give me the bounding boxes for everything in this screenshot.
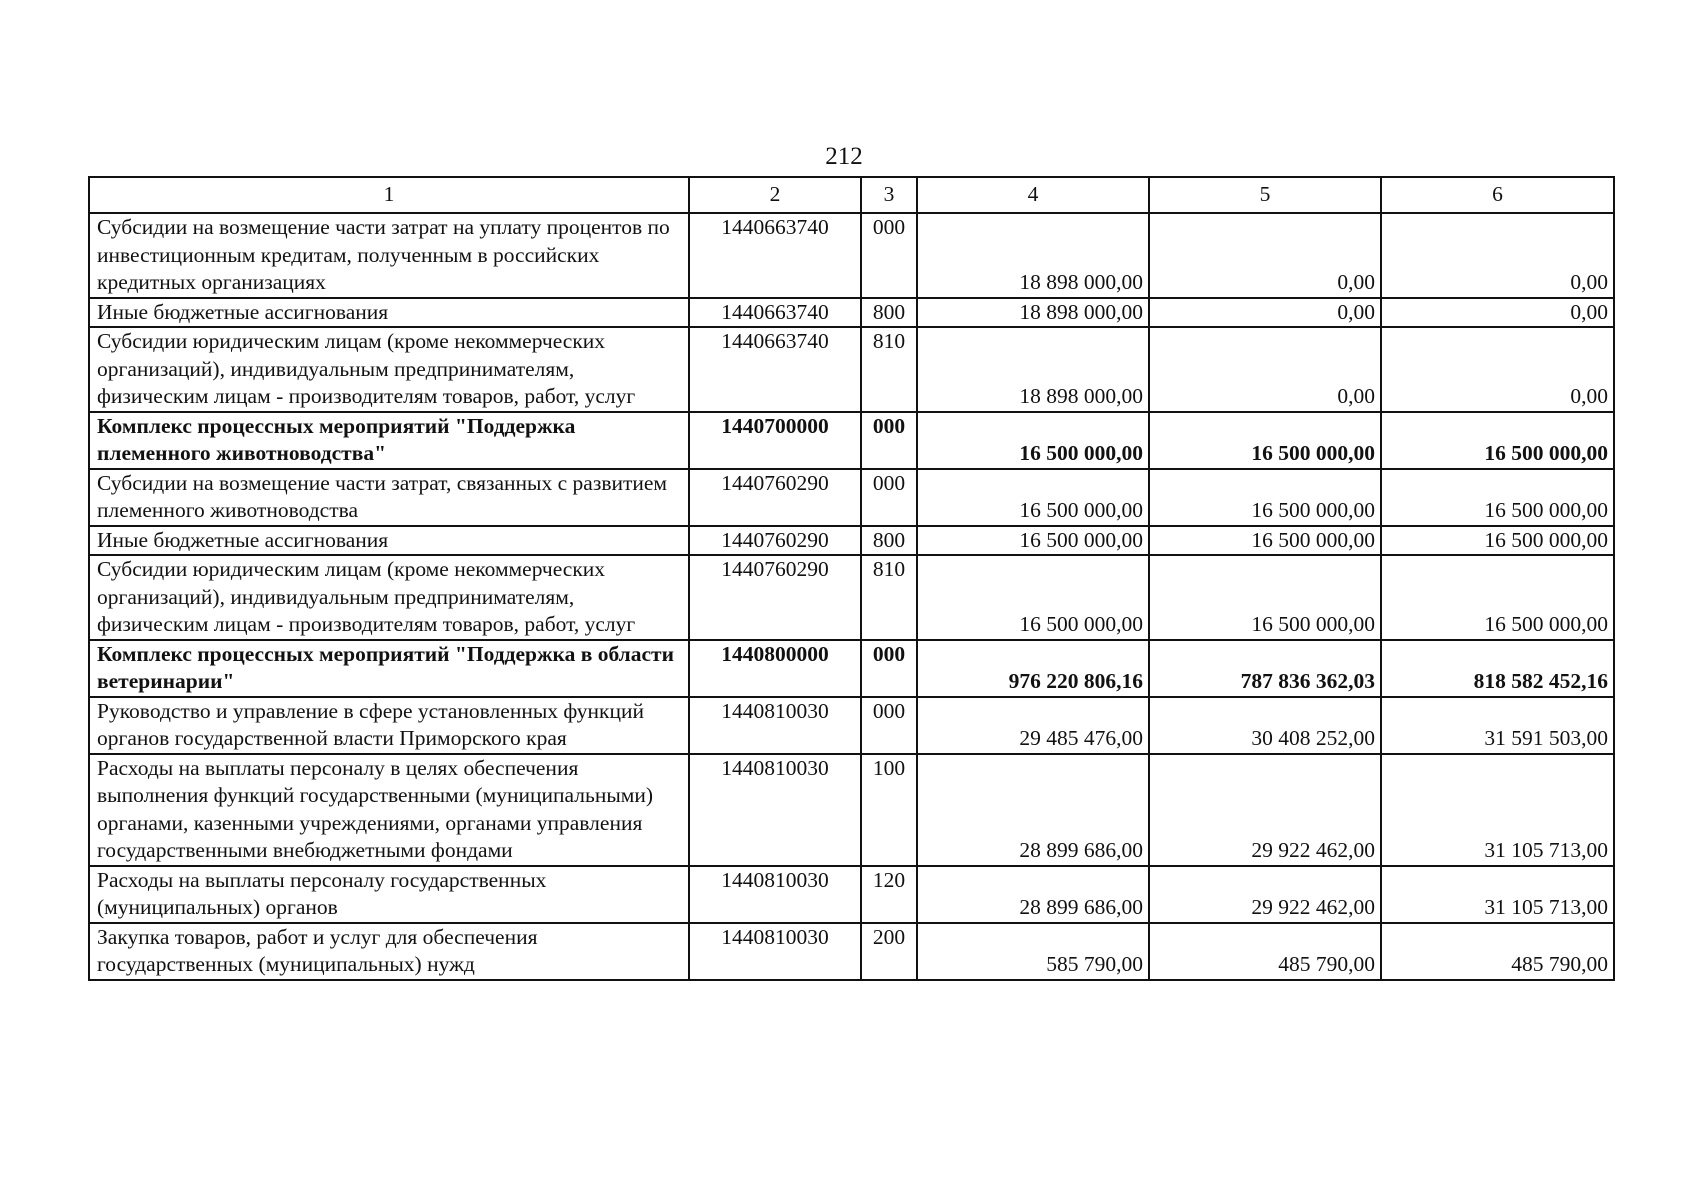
row-amount-year2-cell: 29 922 462,00 [1149, 754, 1381, 866]
row-amount-year3-cell: 16 500 000,00 [1381, 526, 1614, 556]
row-code-cell: 1440663740 [689, 213, 861, 298]
row-code-cell: 1440760290 [689, 555, 861, 640]
row-amount-year3-cell: 0,00 [1381, 213, 1614, 298]
row-amount-year2-cell: 485 790,00 [1149, 923, 1381, 980]
row-name-cell: Закупка товаров, работ и услуг для обеспечения государственных (муниципальных) нужд [89, 923, 689, 980]
row-expense-type-cell: 100 [861, 754, 917, 866]
row-amount-year3-cell: 0,00 [1381, 327, 1614, 412]
row-name-cell: Расходы на выплаты персоналу государственных (муниципальных) органов [89, 866, 689, 923]
row-expense-type-cell: 800 [861, 298, 917, 328]
row-amount-year2-cell: 787 836 362,03 [1149, 640, 1381, 697]
row-amount-year2-cell: 29 922 462,00 [1149, 866, 1381, 923]
row-code-cell: 1440760290 [689, 469, 861, 526]
row-expense-type-cell: 000 [861, 469, 917, 526]
row-name-cell: Расходы на выплаты персоналу в целях обеспечения выполнения функций государственными (муниципальными) органами, казенными учреждениями, органами управления государственными внебюджетными фондами [89, 754, 689, 866]
column-number-4: 4 [917, 177, 1149, 213]
row-amount-year3-cell: 16 500 000,00 [1381, 412, 1614, 469]
row-code-cell: 1440810030 [689, 697, 861, 754]
column-number-6: 6 [1381, 177, 1614, 213]
row-amount-year1-cell: 16 500 000,00 [917, 412, 1149, 469]
table-row [89, 697, 1614, 754]
row-name-cell: Иные бюджетные ассигнования [89, 298, 689, 328]
row-expense-type-cell: 800 [861, 526, 917, 556]
table-row [89, 526, 1614, 556]
row-code-cell: 1440663740 [689, 327, 861, 412]
table-row [89, 298, 1614, 328]
row-expense-type-cell: 810 [861, 327, 917, 412]
row-amount-year1-cell: 29 485 476,00 [917, 697, 1149, 754]
table-row [89, 640, 1614, 697]
row-amount-year1-cell: 16 500 000,00 [917, 555, 1149, 640]
row-code-cell: 1440810030 [689, 754, 861, 866]
row-code-cell: 1440700000 [689, 412, 861, 469]
row-amount-year1-cell: 18 898 000,00 [917, 213, 1149, 298]
row-expense-type-cell: 120 [861, 866, 917, 923]
row-code-cell: 1440800000 [689, 640, 861, 697]
row-amount-year2-cell: 16 500 000,00 [1149, 526, 1381, 556]
row-amount-year3-cell: 31 591 503,00 [1381, 697, 1614, 754]
row-code-cell: 1440810030 [689, 923, 861, 980]
row-name-cell: Руководство и управление в сфере установленных функций органов государственной власти Приморского края [89, 697, 689, 754]
row-amount-year1-cell: 18 898 000,00 [917, 327, 1149, 412]
table-row [89, 555, 1614, 640]
row-amount-year1-cell: 16 500 000,00 [917, 469, 1149, 526]
row-expense-type-cell: 000 [861, 697, 917, 754]
row-amount-year3-cell: 16 500 000,00 [1381, 555, 1614, 640]
row-name-cell: Субсидии юридическим лицам (кроме некоммерческих организаций), индивидуальным предпринимателям, физическим лицам - производителям товаров, работ, услуг [89, 555, 689, 640]
row-name-cell: Иные бюджетные ассигнования [89, 526, 689, 556]
row-amount-year1-cell: 976 220 806,16 [917, 640, 1149, 697]
row-code-cell: 1440663740 [689, 298, 861, 328]
row-name-cell: Субсидии юридическим лицам (кроме некоммерческих организаций), индивидуальным предпринимателям, физическим лицам - производителям товаров, работ, услуг [89, 327, 689, 412]
row-amount-year3-cell: 16 500 000,00 [1381, 469, 1614, 526]
row-expense-type-cell: 000 [861, 640, 917, 697]
row-amount-year3-cell: 0,00 [1381, 298, 1614, 328]
row-name-cell: Комплекс процессных мероприятий "Поддержка в области ветеринарии" [89, 640, 689, 697]
row-amount-year1-cell: 585 790,00 [917, 923, 1149, 980]
column-number-5: 5 [1149, 177, 1381, 213]
row-name-cell: Субсидии на возмещение части затрат на уплату процентов по инвестиционным кредитам, полученным в российских кредитных организациях [89, 213, 689, 298]
row-name-cell: Комплекс процессных мероприятий "Поддержка племенного животноводства" [89, 412, 689, 469]
row-name-cell: Субсидии на возмещение части затрат, связанных с развитием племенного животноводства [89, 469, 689, 526]
row-amount-year1-cell: 18 898 000,00 [917, 298, 1149, 328]
row-amount-year3-cell: 818 582 452,16 [1381, 640, 1614, 697]
row-code-cell: 1440810030 [689, 866, 861, 923]
column-number-2: 2 [689, 177, 861, 213]
table-row [89, 754, 1614, 866]
column-number-row [89, 177, 1614, 213]
table-row [89, 213, 1614, 298]
row-amount-year1-cell: 28 899 686,00 [917, 754, 1149, 866]
table-row [89, 923, 1614, 980]
row-expense-type-cell: 000 [861, 213, 917, 298]
row-amount-year1-cell: 28 899 686,00 [917, 866, 1149, 923]
row-amount-year1-cell: 16 500 000,00 [917, 526, 1149, 556]
row-expense-type-cell: 200 [861, 923, 917, 980]
row-amount-year2-cell: 16 500 000,00 [1149, 412, 1381, 469]
row-amount-year2-cell: 0,00 [1149, 327, 1381, 412]
row-amount-year2-cell: 16 500 000,00 [1149, 555, 1381, 640]
row-amount-year2-cell: 0,00 [1149, 213, 1381, 298]
row-code-cell: 1440760290 [689, 526, 861, 556]
row-amount-year3-cell: 31 105 713,00 [1381, 866, 1614, 923]
table-row [89, 412, 1614, 469]
row-amount-year2-cell: 16 500 000,00 [1149, 469, 1381, 526]
table-row [89, 327, 1614, 412]
row-amount-year2-cell: 30 408 252,00 [1149, 697, 1381, 754]
row-expense-type-cell: 810 [861, 555, 917, 640]
row-amount-year2-cell: 0,00 [1149, 298, 1381, 328]
page-number: 212 [825, 143, 863, 170]
row-amount-year3-cell: 485 790,00 [1381, 923, 1614, 980]
row-expense-type-cell: 000 [861, 412, 917, 469]
table-row [89, 866, 1614, 923]
budget-table-body [89, 177, 1614, 980]
column-number-3: 3 [861, 177, 917, 213]
budget-table [88, 176, 1615, 981]
table-row [89, 469, 1614, 526]
column-number-1: 1 [89, 177, 689, 213]
row-amount-year3-cell: 31 105 713,00 [1381, 754, 1614, 866]
